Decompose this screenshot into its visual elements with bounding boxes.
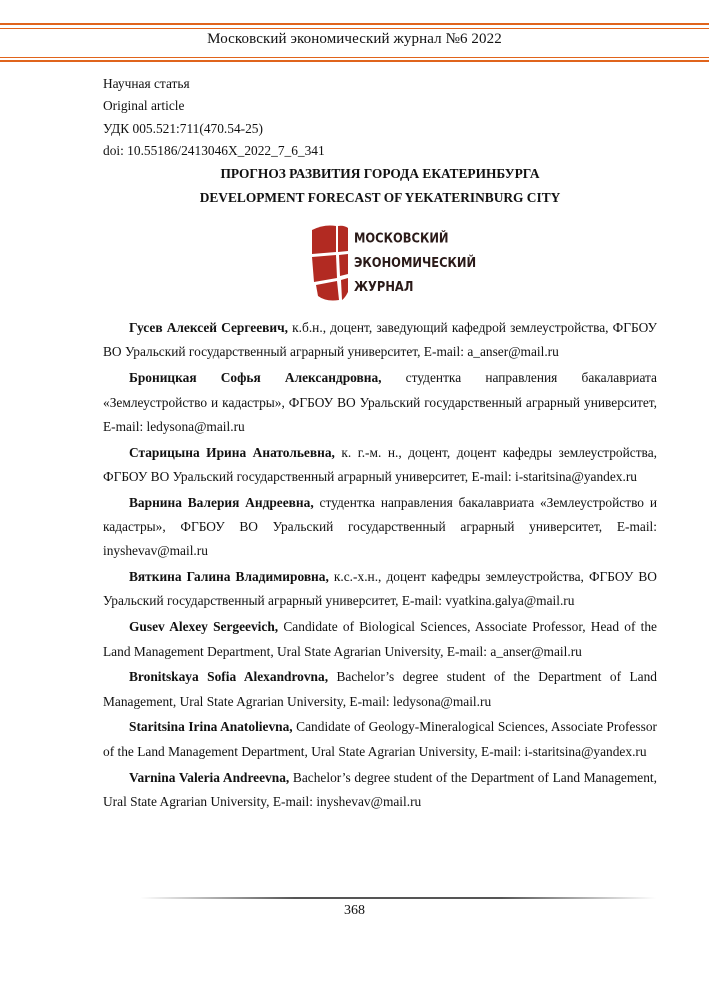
author-varnina-en [103, 766, 657, 815]
logo-line-3: ЖУРНАЛ [354, 278, 414, 295]
header-rule-bottom-thick [0, 60, 709, 62]
udc-code: УДК 005.521:711(470.54-25) [103, 120, 263, 136]
author-name: Varnina Valeria Andreevna, [129, 769, 290, 785]
journal-header: Московский экономический журнал №6 2022 [207, 31, 502, 47]
journal-logo [310, 222, 477, 304]
author-staritsina-ru [103, 441, 657, 490]
author-name: Gusev Alexey Sergeevich, [129, 619, 279, 635]
author-name: Варнина Валерия Андреевна, [129, 494, 314, 510]
author-varnina-ru [103, 491, 657, 564]
author-name: Вяткина Галина Владимировна, [129, 569, 329, 585]
author-gusev-ru [103, 316, 657, 365]
author-name: Броницкая Софья Александровна, [129, 370, 382, 386]
article-type-en: Original article [103, 98, 185, 114]
author-info: студентка направления бакалавриата «Землеустройство и кадастры», ФГБОУ ВО Уральский государственный аграрный университет, E-mail: ledysona@mail.ru [103, 370, 657, 434]
author-name: Старицына Ирина Анатольевна, [129, 444, 335, 460]
author-info: к. г.-м. н., доцент, доцент кафедры землеустройства, ФГБОУ ВО Уральский государственный аграрный университет, E-mail: i-staritsina@yandex.ru [103, 444, 657, 484]
article-type-ru: Научная статья [103, 76, 190, 91]
header-rule-top-thick [0, 23, 709, 25]
author-info: Candidate of Biological Sciences, Associate Professor, Head of the Land Management Department, Ural State Agrarian University, E-mail: a_anser@mail.ru [103, 619, 657, 659]
header-rule-bottom-thin [0, 57, 709, 58]
author-info: к.с.-х.н., доцент кафедры землеустройства, ФГБОУ ВО Уральский государственный аграрный университет, E-mail: vyatkina.galya@mail.ru [103, 569, 657, 609]
author-name: Гусев Алексей Сергеевич, [129, 320, 289, 336]
author-name: Bronitskaya Sofia Alexandrovna, [129, 669, 329, 685]
author-info: Bachelor’s degree student of the Department of Land Management, Ural State Agrarian University, E-mail: inyshevav@mail.ru [103, 769, 658, 809]
page-number: 368 [344, 903, 365, 918]
logo-line-1: МОСКОВСКИЙ [354, 230, 449, 247]
author-bronitskaya-ru [103, 366, 657, 439]
article-body [103, 73, 657, 816]
logo-line-2: ЭКОНОМИЧЕСКИЙ [354, 254, 477, 271]
header-rule-top-thin [0, 28, 709, 29]
author-vyatkina-ru [103, 565, 657, 614]
author-info: к.б.н., доцент, заведующий кафедрой землеустройства, ФГБОУ ВО Уральский государственный аграрный университет, E-mail: a_anser@mail.ru [103, 320, 657, 360]
author-gusev-en [103, 615, 657, 664]
author-staritsina-en [103, 715, 657, 764]
title-en: DEVELOPMENT FORECAST OF YEKATERINBURG CITY [199, 190, 561, 206]
author-info: студентка направления бакалавриата «Землеустройство и кадастры», ФГБОУ ВО Уральский государственный аграрный университет, E-mail: inyshevav@mail.ru [103, 494, 657, 559]
author-info: Bachelor’s degree student of the Department of Land Management, Ural State Agrarian University, E-mail: ledysona@mail.ru [103, 669, 658, 709]
author-info: Candidate of Geology-Mineralogical Sciences, Associate Professor of the Land Management Department, Ural State Agrarian University, E-mail: i-staritsina@yandex.ru [103, 719, 657, 759]
author-bronitskaya-en [103, 665, 657, 714]
doi: doi: 10.55186/2413046X_2022_7_6_341 [103, 142, 325, 158]
title-ru: ПРОГНОЗ РАЗВИТИЯ ГОРОДА ЕКАТЕРИНБУРГА [220, 166, 540, 182]
author-name: Staritsina Irina Anatolievna, [129, 719, 293, 735]
footer-divider [140, 897, 656, 899]
